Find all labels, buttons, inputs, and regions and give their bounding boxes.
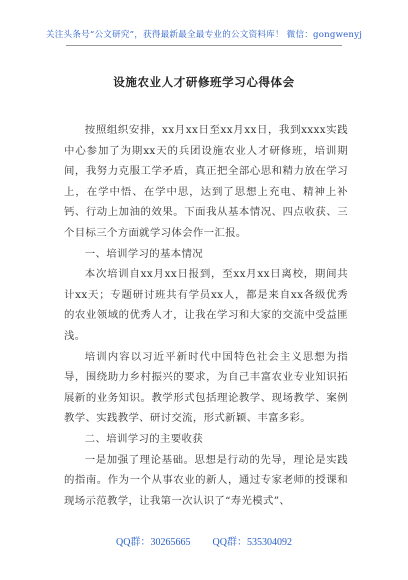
- header-divider: [66, 45, 342, 46]
- paragraph: 按照组织安排，xx月xx日至xx月xx日，我到xxxx实践中心参加了为期xx天的兵团设施农业人才研修班，培训期间，我努力克服工学矛盾，真正把全部心思和精力放在学习上，在学中悟、在学中思，达到了思想上充电、精神上补钙、行动上加油的效果。下面我从基本情况、四点收获、三个目标三个方面就学习体会作一汇报。: [64, 124, 348, 239]
- qq-group-1: QQ群：30265665: [116, 537, 191, 548]
- paragraph: 本次培训自xx月xx日报到，至xx月xx日离校，期间共计xx天；专题研讨班共有学员xx人，都是来自xx各级优秀的农业领域的优秀人才，让我在学习和大家的交流中受益匪浅。: [64, 268, 348, 342]
- qq-group-2: QQ群：535304092: [212, 537, 292, 548]
- section-heading: 二、培训学习的主要收获: [84, 432, 203, 445]
- footer-contact: [0, 533, 408, 548]
- paragraph: 培训内容以习近平新时代中国特色社会主义思想为指导，围绕助力乡村振兴的要求，为自己丰富农业专业知识拓展新的业务知识。教学形式包括理论教学、现场教学、案例教学、实践教学、研讨交流，形式新颖、丰富多彩。: [64, 350, 348, 425]
- header-note: 关注头条号“公文研究”，获得最新最全最专业的公文资料库！ 微信：gongwenyj: [45, 30, 363, 40]
- document-title: 设施农业人才研修班学习心得体会: [113, 75, 295, 89]
- document-body: [64, 120, 348, 511]
- section-heading: 一、培训学习的基本情况: [84, 247, 203, 260]
- paragraph: 一是加强了理论基础。思想是行动的先导，理论是实践的指南。作为一个从事农业的新人，通过专家老师的授课和现场示范教学，让我第一次认识了“寿光模式”、: [64, 453, 348, 507]
